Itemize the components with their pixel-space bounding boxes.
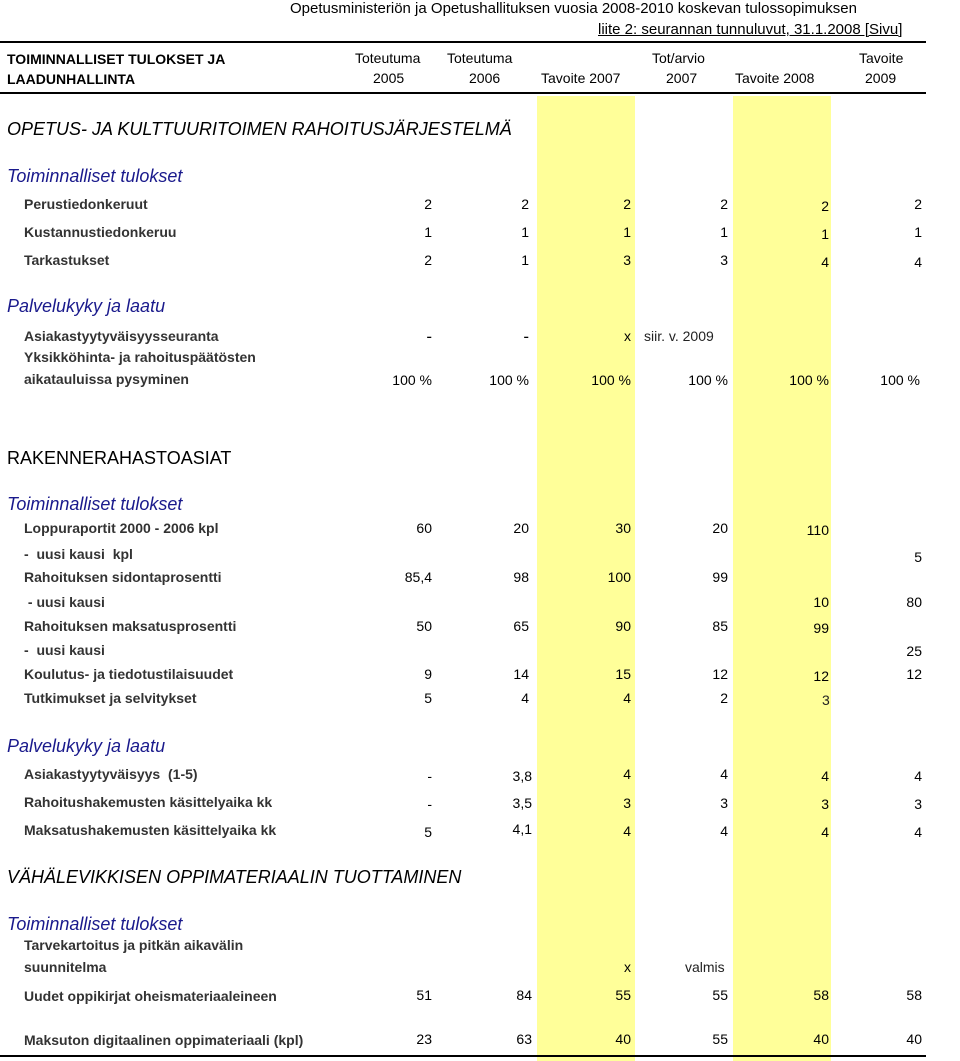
value-cell: 20 [513, 520, 529, 536]
value-cell: 5 [914, 549, 922, 565]
value-cell: 100 % [591, 372, 631, 388]
value-cell: 2 [914, 196, 922, 212]
row-label: Perustiedonkeruut [24, 196, 148, 212]
value-cell: 1 [720, 224, 728, 240]
row-label: Maksuton digitaalinen oppimateriaali (kpl) [24, 1032, 304, 1048]
value-cell: 2 [424, 252, 432, 268]
subsection-title: Toiminnalliset tulokset [7, 914, 183, 934]
value-cell: 2 [821, 198, 829, 214]
header-top-rule [0, 41, 926, 43]
row-label: Rahoituksen maksatusprosentti [24, 618, 237, 634]
value-cell: 4 [623, 823, 631, 839]
value-cell: 100 % [789, 372, 829, 388]
col-header-2-l1: Toteutuma [447, 50, 513, 66]
col-header-6-l1: Tavoite [859, 50, 904, 66]
value-cell: 4 [623, 690, 631, 706]
col-header-1-l1: Toteutuma [355, 50, 421, 66]
value-cell: 58 [813, 987, 829, 1003]
value-cell: 55 [712, 987, 728, 1003]
value-cell: 100 % [688, 372, 728, 388]
value-cell: 3 [720, 252, 728, 268]
value-cell: 40 [906, 1031, 922, 1047]
value-cell: 3 [822, 692, 830, 708]
row-label: Uudet oppikirjat oheismateriaaleineen [24, 988, 277, 1004]
value-cell: 23 [416, 1031, 432, 1047]
page-header: Opetusministeriön ja Opetushallituksen vuosia 2008-2010 koskevan tulossopimuksen [290, 0, 857, 17]
row-label: Koulutus- ja tiedotustilaisuudet [24, 666, 234, 682]
value-cell: 80 [906, 594, 922, 610]
value-cell: 4 [914, 254, 922, 270]
value-cell: 40 [615, 1031, 631, 1047]
value-cell: 58 [906, 987, 922, 1003]
value-cell: 5 [424, 824, 432, 840]
value-cell: 99 [712, 569, 728, 585]
value-cell: 15 [615, 666, 631, 682]
value-cell: 2 [720, 690, 728, 706]
value-cell: 100 % [392, 372, 432, 388]
row-label: Loppuraportit 2000 - 2006 kpl [24, 520, 219, 536]
value-cell: 30 [615, 520, 631, 536]
value-cell: 2 [521, 196, 529, 212]
value-cell: 2 [623, 196, 631, 212]
row-label: Asiakastyytyväisyys (1-5) [24, 766, 198, 782]
subsection-title: Palvelukyky ja laatu [7, 296, 166, 316]
value-cell: 1 [821, 226, 829, 242]
subsection-title: Palvelukyky ja laatu [7, 736, 166, 756]
value-cell: - [426, 327, 432, 346]
table-bottom-rule [0, 1055, 926, 1057]
row-label: Rahoitushakemusten käsittelyaika kk [24, 794, 273, 810]
value-cell: 12 [813, 668, 829, 684]
value-cell: 4 [914, 824, 922, 840]
value-cell: valmis [685, 959, 725, 975]
section-title: VÄHÄLEVIKKISEN OPPIMATERIAALIN TUOTTAMINEN [7, 867, 462, 887]
value-cell: 9 [424, 666, 432, 682]
row-label: Maksatushakemusten käsittelyaika kk [24, 822, 277, 838]
subsection-title: Toiminnalliset tulokset [7, 166, 183, 186]
value-cell: 3 [623, 252, 631, 268]
value-cell: 4 [821, 768, 829, 784]
value-cell: 12 [906, 666, 922, 682]
header-bottom-rule [0, 92, 926, 94]
value-cell: 2 [720, 196, 728, 212]
section-title: RAKENNERAHASTOASIAT [7, 448, 232, 468]
value-cell: 99 [813, 620, 829, 636]
value-cell: 12 [712, 666, 728, 682]
value-cell: 85,4 [404, 569, 432, 585]
value-cell: 110 [806, 522, 829, 538]
value-cell: 3 [623, 795, 631, 811]
value-cell: 4 [821, 824, 829, 840]
value-cell: 4 [623, 766, 631, 782]
value-cell: 4 [521, 690, 529, 706]
value-cell: 1 [424, 224, 432, 240]
value-cell: 4,1 [512, 821, 532, 837]
page-subheader: liite 2: seurannan tunnuluvut, 31.1.2008 [Sivu] [598, 21, 903, 38]
value-cell: 1 [623, 224, 631, 240]
value-cell: x [624, 328, 631, 344]
value-cell: x [624, 959, 631, 975]
row-label: - uusi kausi [24, 594, 105, 610]
row-label: Asiakastyytyväisyysseuranta [24, 328, 219, 344]
value-cell: 5 [424, 690, 432, 706]
value-cell: 10 [813, 594, 829, 610]
value-cell: 55 [615, 987, 631, 1003]
value-cell: 50 [416, 618, 432, 634]
value-cell: 100 [607, 569, 631, 585]
value-cell: - [427, 796, 432, 812]
value-cell: 40 [813, 1031, 829, 1047]
col-header-3-l2: Tavoite 2007 [541, 70, 621, 86]
value-cell: - [523, 327, 529, 346]
value-cell: 4 [720, 766, 728, 782]
value-cell: 3 [720, 795, 728, 811]
row-label: Tutkimukset ja selvitykset [24, 690, 197, 706]
value-cell: 100 % [880, 372, 920, 388]
value-cell: 65 [513, 618, 529, 634]
value-cell: 51 [416, 987, 432, 1003]
value-cell: 2 [424, 196, 432, 212]
row-label: - uusi kausi [24, 642, 105, 658]
row-label: Kustannustiedonkeruu [24, 224, 177, 240]
table-title-line2: LAADUNHALLINTA [7, 71, 136, 87]
value-cell: 90 [615, 618, 631, 634]
row-label: Rahoituksen sidontaprosentti [24, 569, 222, 585]
value-cell: 25 [906, 643, 922, 659]
col-header-5-l2: Tavoite 2008 [735, 70, 815, 86]
table-title-line1: TOIMINNALLISET TULOKSET JA [7, 51, 226, 67]
value-cell: 100 % [489, 372, 529, 388]
row-label: - uusi kausi kpl [24, 546, 133, 562]
value-cell: 85 [712, 618, 728, 634]
section-title: OPETUS- JA KULTTUURITOIMEN RAHOITUSJÄRJESTELMÄ [7, 119, 512, 139]
row-label: Yksikköhinta- ja rahoituspäätösten [24, 349, 256, 365]
value-cell: 98 [513, 569, 529, 585]
value-cell: 4 [914, 768, 922, 784]
value-cell: 4 [720, 823, 728, 839]
value-cell: siir. v. 2009 [644, 328, 714, 344]
col-header-6-l2: 2009 [865, 70, 897, 86]
value-cell: - [427, 768, 432, 784]
col-header-4-l1: Tot/arvio [652, 50, 705, 66]
value-cell: 3,8 [512, 768, 532, 784]
value-cell: 20 [712, 520, 728, 536]
row-label: Tarvekartoitus ja pitkän aikavälin [24, 937, 244, 953]
value-cell: 3,5 [512, 795, 532, 811]
value-cell: 1 [521, 252, 529, 268]
value-cell: 3 [914, 796, 922, 812]
row-label-line2: suunnitelma [24, 959, 107, 975]
value-cell: 1 [521, 224, 529, 240]
col-header-1-l2: 2005 [373, 70, 405, 86]
col-header-2-l2: 2006 [469, 70, 501, 86]
value-cell: 60 [416, 520, 432, 536]
value-cell: 63 [516, 1031, 532, 1047]
row-label-line2: aikatauluissa pysyminen [24, 371, 189, 387]
value-cell: 55 [712, 1031, 728, 1047]
value-cell: 4 [821, 254, 829, 270]
value-cell: 1 [914, 224, 922, 240]
value-cell: 84 [516, 987, 532, 1003]
subsection-title: Toiminnalliset tulokset [7, 494, 183, 514]
row-label: Tarkastukset [24, 252, 110, 268]
value-cell: 14 [513, 666, 529, 682]
value-cell: 3 [821, 796, 829, 812]
col-header-4-l2: 2007 [666, 70, 698, 86]
